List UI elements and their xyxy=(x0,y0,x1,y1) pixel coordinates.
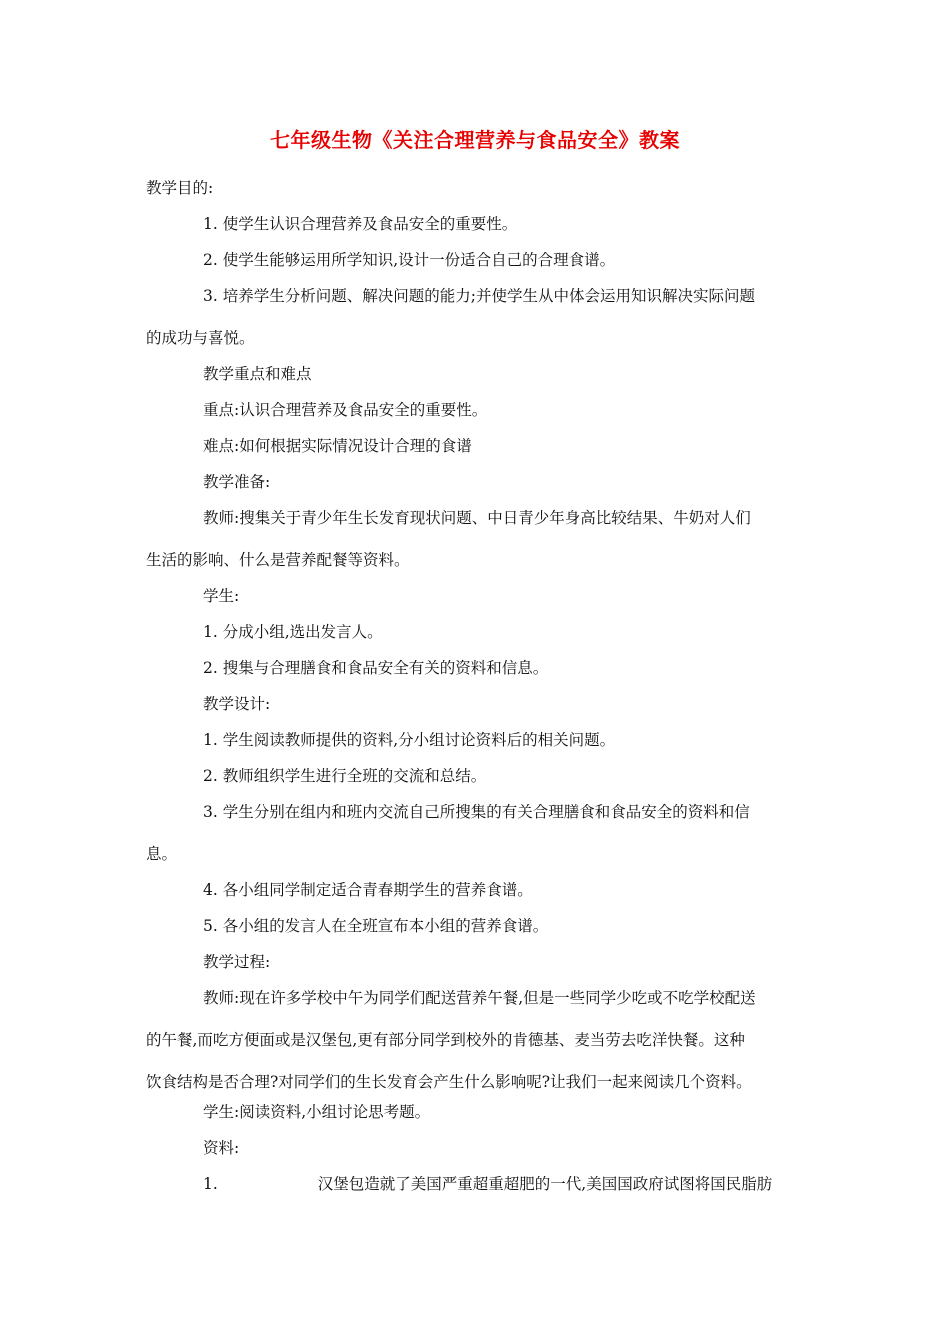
text-line: 2. 教师组织学生进行全班的交流和总结。 xyxy=(203,767,487,785)
text-line: 教师:搜集关于青少年生长发育现状问题、中日青少年身高比较结果、牛奶对人们 xyxy=(203,509,751,527)
text-line: 3. 学生分别在组内和班内交流自己所搜集的有关合理膳食和食品安全的资料和信 xyxy=(203,803,750,821)
text-line: 教学准备: xyxy=(203,473,271,491)
text-line: 的午餐,而吃方便面或是汉堡包,更有部分同学到校外的肯德基、麦当劳去吃洋快餐。这种 xyxy=(146,1031,745,1049)
document-title: 七年级生物《关注合理营养与食品安全》教案 xyxy=(270,128,680,152)
text-line-last xyxy=(203,1174,772,1194)
text-line: 教学过程: xyxy=(203,953,271,971)
text-line: 5. 各小组的发言人在全班宣布本小组的营养食谱。 xyxy=(203,917,549,935)
text-line: 难点:如何根据实际情况设计合理的食谱 xyxy=(203,437,472,455)
text-line: 3. 培养学生分析问题、解决问题的能力;并使学生从中体会运用知识解决实际问题 xyxy=(203,287,755,305)
text-line: 教师:现在许多学校中午为同学们配送营养午餐,但是一些同学少吃或不吃学校配送 xyxy=(203,989,756,1007)
text-line: 教学设计: xyxy=(203,695,271,713)
text-line: 1. 分成小组,选出发言人。 xyxy=(203,623,383,641)
text-line: 资料: xyxy=(203,1139,240,1157)
list-text: 汉堡包造就了美国严重超重超肥的一代,美国国政府试图将国民脂肪 xyxy=(317,1175,773,1193)
text-line: 2. 搜集与合理膳食和食品安全有关的资料和信息。 xyxy=(203,659,549,677)
text-line: 教学目的: xyxy=(146,179,214,197)
text-line: 息。 xyxy=(146,845,178,863)
text-line: 的成功与喜悦。 xyxy=(146,329,255,347)
text-line: 教学重点和难点 xyxy=(203,365,312,383)
text-line: 2. 使学生能够运用所学知识,设计一份适合自己的合理食谱。 xyxy=(203,251,616,269)
text-line: 重点:认识合理营养及食品安全的重要性。 xyxy=(203,401,488,419)
text-line: 学生:阅读资料,小组讨论思考题。 xyxy=(203,1103,431,1121)
text-line: 学生: xyxy=(203,587,240,605)
list-number: 1. xyxy=(203,1175,218,1193)
text-line: 1. 学生阅读教师提供的资料,分小组讨论资料后的相关问题。 xyxy=(203,731,616,749)
text-line: 4. 各小组同学制定适合青春期学生的营养食谱。 xyxy=(203,881,533,899)
text-line: 饮食结构是否合理?对同学们的生长发育会产生什么影响呢?让我们一起来阅读几个资料。 xyxy=(146,1073,752,1091)
text-line: 生活的影响、什么是营养配餐等资料。 xyxy=(146,551,410,569)
text-line: 1. 使学生认识合理营养及食品安全的重要性。 xyxy=(203,215,518,233)
